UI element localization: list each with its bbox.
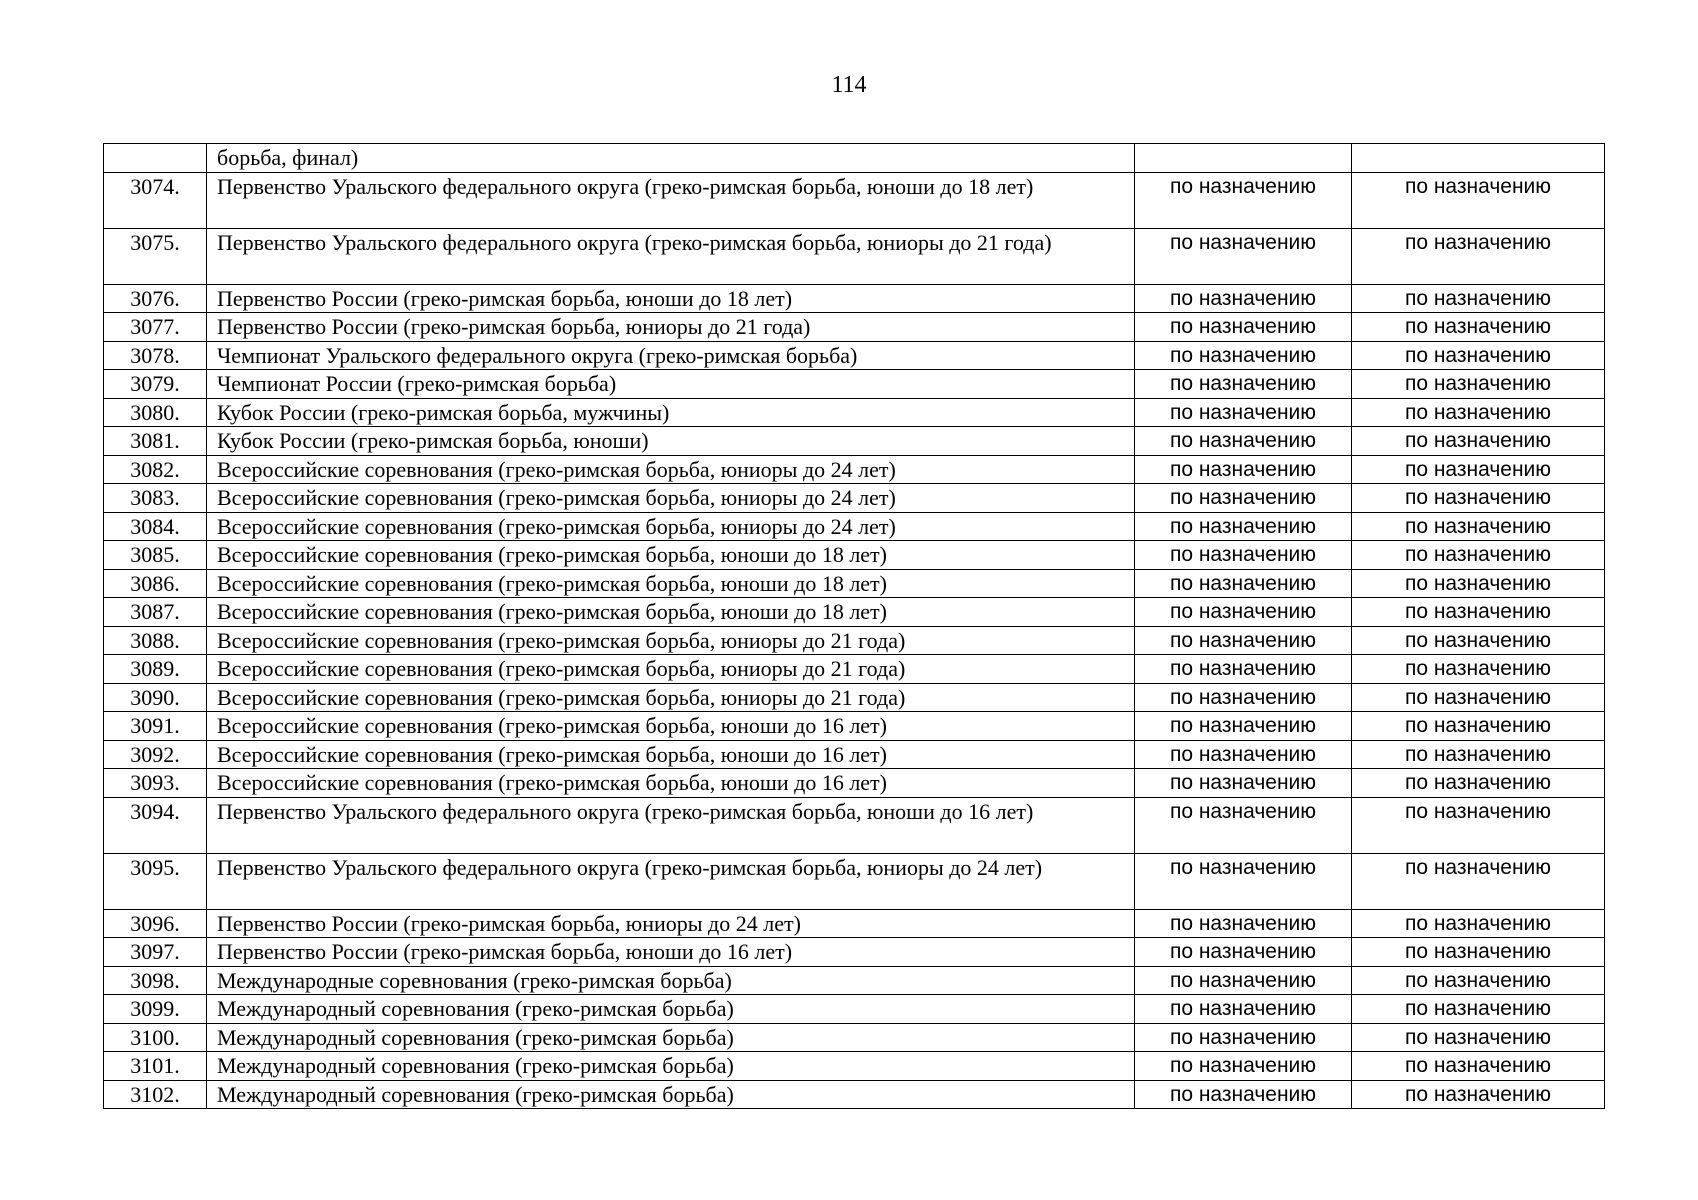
event-name-cell: Всероссийские соревнования (греко-римская борьба, юноши до 18 лет) [207, 569, 1135, 598]
value-cell-a: по назначению [1135, 427, 1352, 456]
event-name-cell: Первенство Уральского федерального округа (греко-римская борьба, юноши до 18 лет) [207, 172, 1135, 228]
event-name-cell: Кубок России (греко-римская борьба, юноши) [207, 427, 1135, 456]
row-number-cell: 3094. [104, 797, 207, 853]
table-row [104, 740, 1605, 769]
value-cell-a: по назначению [1135, 626, 1352, 655]
event-name-cell: Всероссийские соревнования (греко-римская борьба, юниоры до 21 года) [207, 626, 1135, 655]
event-name-cell: Всероссийские соревнования (греко-римская борьба, юниоры до 21 года) [207, 683, 1135, 712]
table-row [104, 1052, 1605, 1081]
row-number-cell: 3081. [104, 427, 207, 456]
table-row [104, 712, 1605, 741]
value-cell-a: по назначению [1135, 712, 1352, 741]
events-table-body [104, 144, 1605, 1109]
event-name-cell: Первенство России (греко-римская борьба, юниоры до 21 года) [207, 313, 1135, 342]
table-row [104, 228, 1605, 284]
row-number-cell: 3086. [104, 569, 207, 598]
value-cell-b: по назначению [1352, 853, 1605, 909]
table-row [104, 683, 1605, 712]
value-cell-a: по назначению [1135, 484, 1352, 513]
event-name-cell: Международный соревнования (греко-римская борьба) [207, 1052, 1135, 1081]
value-cell-a: по назначению [1135, 938, 1352, 967]
row-number-cell: 3077. [104, 313, 207, 342]
table-row [104, 144, 1605, 173]
event-name-cell: Первенство России (греко-римская борьба, юниоры до 24 лет) [207, 909, 1135, 938]
table-row [104, 370, 1605, 399]
table-row [104, 853, 1605, 909]
value-cell-a: по назначению [1135, 797, 1352, 853]
value-cell-b: по назначению [1352, 769, 1605, 798]
event-name-cell: Первенство России (греко-римская борьба, юноши до 18 лет) [207, 284, 1135, 313]
value-cell-a [1135, 144, 1352, 173]
row-number-cell: 3083. [104, 484, 207, 513]
event-name-cell: Международные соревнования (греко-римская борьба) [207, 966, 1135, 995]
row-number-cell: 3093. [104, 769, 207, 798]
value-cell-b: по назначению [1352, 569, 1605, 598]
value-cell-a: по назначению [1135, 1023, 1352, 1052]
event-name-cell: Всероссийские соревнования (греко-римская борьба, юниоры до 24 лет) [207, 484, 1135, 513]
value-cell-a: по назначению [1135, 569, 1352, 598]
value-cell-a: по назначению [1135, 541, 1352, 570]
value-cell-a: по назначению [1135, 1080, 1352, 1109]
table-row [104, 995, 1605, 1024]
event-name-cell: Первенство России (греко-римская борьба, юноши до 16 лет) [207, 938, 1135, 967]
event-name-cell: Первенство Уральского федерального округа (греко-римская борьба, юниоры до 24 лет) [207, 853, 1135, 909]
row-number-cell: 3091. [104, 712, 207, 741]
value-cell-a: по назначению [1135, 228, 1352, 284]
table-row [104, 938, 1605, 967]
value-cell-b: по назначению [1352, 683, 1605, 712]
value-cell-b: по назначению [1352, 341, 1605, 370]
value-cell-a: по назначению [1135, 398, 1352, 427]
value-cell-b: по назначению [1352, 938, 1605, 967]
row-number-cell: 3097. [104, 938, 207, 967]
event-name-cell: Международный соревнования (греко-римская борьба) [207, 1023, 1135, 1052]
event-name-cell: Кубок России (греко-римская борьба, мужчины) [207, 398, 1135, 427]
value-cell-a: по назначению [1135, 909, 1352, 938]
value-cell-a: по назначению [1135, 455, 1352, 484]
value-cell-a: по назначению [1135, 512, 1352, 541]
row-number-cell: 3090. [104, 683, 207, 712]
row-number-cell: 3079. [104, 370, 207, 399]
value-cell-b: по назначению [1352, 966, 1605, 995]
value-cell-b: по назначению [1352, 1023, 1605, 1052]
event-name-cell: Международный соревнования (греко-римская борьба) [207, 995, 1135, 1024]
row-number-cell: 3075. [104, 228, 207, 284]
table-row [104, 313, 1605, 342]
event-name-cell: Всероссийские соревнования (греко-римская борьба, юниоры до 24 лет) [207, 512, 1135, 541]
value-cell-b: по назначению [1352, 427, 1605, 456]
table-row [104, 1023, 1605, 1052]
row-number-cell: 3088. [104, 626, 207, 655]
value-cell-a: по назначению [1135, 995, 1352, 1024]
value-cell-b: по назначению [1352, 909, 1605, 938]
value-cell-a: по назначению [1135, 740, 1352, 769]
value-cell-a: по назначению [1135, 284, 1352, 313]
page-number: 114 [831, 72, 867, 98]
event-name-cell: Всероссийские соревнования (греко-римская борьба, юноши до 16 лет) [207, 740, 1135, 769]
table-row [104, 341, 1605, 370]
event-name-cell: борьба, финал) [207, 144, 1135, 173]
row-number-cell: 3100. [104, 1023, 207, 1052]
row-number-cell: 3087. [104, 598, 207, 627]
value-cell-b: по назначению [1352, 228, 1605, 284]
value-cell-b: по назначению [1352, 172, 1605, 228]
table-row [104, 398, 1605, 427]
row-number-cell: 3084. [104, 512, 207, 541]
value-cell-a: по назначению [1135, 853, 1352, 909]
row-number-cell: 3082. [104, 455, 207, 484]
value-cell-b: по назначению [1352, 995, 1605, 1024]
value-cell-b: по назначению [1352, 626, 1605, 655]
value-cell-b: по назначению [1352, 541, 1605, 570]
value-cell-b: по назначению [1352, 655, 1605, 684]
table-row [104, 966, 1605, 995]
table-row [104, 512, 1605, 541]
value-cell-a: по назначению [1135, 172, 1352, 228]
row-number-cell: 3101. [104, 1052, 207, 1081]
row-number-cell: 3098. [104, 966, 207, 995]
event-name-cell: Чемпионат Уральского федерального округа (греко-римская борьба) [207, 341, 1135, 370]
table-row [104, 284, 1605, 313]
value-cell-a: по назначению [1135, 769, 1352, 798]
table-row [104, 484, 1605, 513]
value-cell-b [1352, 144, 1605, 173]
row-number-cell: 3092. [104, 740, 207, 769]
table-row [104, 769, 1605, 798]
value-cell-b: по назначению [1352, 797, 1605, 853]
value-cell-b: по назначению [1352, 455, 1605, 484]
row-number-cell: 3076. [104, 284, 207, 313]
table-row [104, 909, 1605, 938]
table-row [104, 541, 1605, 570]
table-row [104, 172, 1605, 228]
table-row [104, 598, 1605, 627]
event-name-cell: Чемпионат России (греко-римская борьба) [207, 370, 1135, 399]
table-row [104, 427, 1605, 456]
value-cell-b: по назначению [1352, 370, 1605, 399]
value-cell-a: по назначению [1135, 313, 1352, 342]
value-cell-a: по назначению [1135, 683, 1352, 712]
value-cell-a: по назначению [1135, 966, 1352, 995]
value-cell-a: по назначению [1135, 1052, 1352, 1081]
row-number-cell: 3085. [104, 541, 207, 570]
event-name-cell: Первенство Уральского федерального округа (греко-римская борьба, юниоры до 21 года) [207, 228, 1135, 284]
row-number-cell: 3074. [104, 172, 207, 228]
value-cell-b: по назначению [1352, 512, 1605, 541]
event-name-cell: Всероссийские соревнования (греко-римская борьба, юноши до 18 лет) [207, 598, 1135, 627]
row-number-cell: 3089. [104, 655, 207, 684]
value-cell-b: по назначению [1352, 484, 1605, 513]
value-cell-a: по назначению [1135, 598, 1352, 627]
event-name-cell: Всероссийские соревнования (греко-римская борьба, юниоры до 21 года) [207, 655, 1135, 684]
event-name-cell: Всероссийские соревнования (греко-римская борьба, юниоры до 24 лет) [207, 455, 1135, 484]
row-number-cell: 3099. [104, 995, 207, 1024]
value-cell-a: по назначению [1135, 370, 1352, 399]
table-row [104, 626, 1605, 655]
table-row [104, 1080, 1605, 1109]
row-number-cell: 3096. [104, 909, 207, 938]
row-number-cell [104, 144, 207, 173]
value-cell-b: по назначению [1352, 313, 1605, 342]
value-cell-b: по назначению [1352, 1052, 1605, 1081]
value-cell-b: по назначению [1352, 740, 1605, 769]
event-name-cell: Всероссийские соревнования (греко-римская борьба, юноши до 18 лет) [207, 541, 1135, 570]
event-name-cell: Всероссийские соревнования (греко-римская борьба, юноши до 16 лет) [207, 712, 1135, 741]
value-cell-b: по назначению [1352, 712, 1605, 741]
value-cell-a: по назначению [1135, 655, 1352, 684]
row-number-cell: 3078. [104, 341, 207, 370]
events-table [103, 143, 1605, 1109]
value-cell-a: по назначению [1135, 341, 1352, 370]
table-row [104, 655, 1605, 684]
event-name-cell: Всероссийские соревнования (греко-римская борьба, юноши до 16 лет) [207, 769, 1135, 798]
row-number-cell: 3102. [104, 1080, 207, 1109]
table-row [104, 797, 1605, 853]
table-row [104, 569, 1605, 598]
value-cell-b: по назначению [1352, 1080, 1605, 1109]
row-number-cell: 3080. [104, 398, 207, 427]
event-name-cell: Международный соревнования (греко-римская борьба) [207, 1080, 1135, 1109]
value-cell-b: по назначению [1352, 398, 1605, 427]
table-row [104, 455, 1605, 484]
value-cell-b: по назначению [1352, 598, 1605, 627]
value-cell-b: по назначению [1352, 284, 1605, 313]
row-number-cell: 3095. [104, 853, 207, 909]
event-name-cell: Первенство Уральского федерального округа (греко-римская борьба, юноши до 16 лет) [207, 797, 1135, 853]
